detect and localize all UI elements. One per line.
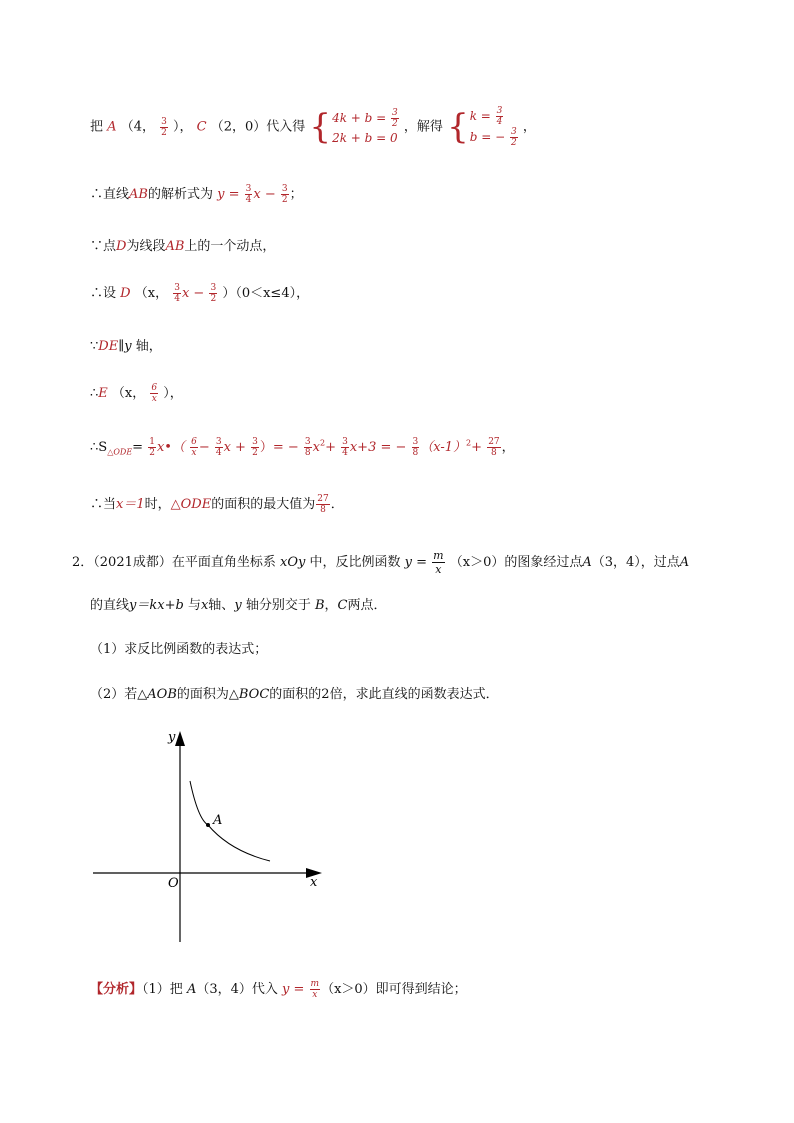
text: ∴设 bbox=[90, 286, 117, 301]
fraction: $\frac{3}{2}$ bbox=[210, 283, 217, 304]
text: ）（0＜x≤4）， bbox=[222, 286, 310, 301]
fraction: $\frac{6}{x}$ bbox=[151, 383, 158, 404]
text: 轴、 bbox=[208, 598, 235, 613]
text: 的面积的2倍，求此直线的函数表达式． bbox=[269, 687, 499, 702]
expr: x+3 = − bbox=[349, 440, 407, 455]
fraction: $\frac{6}{x}$ bbox=[191, 437, 197, 458]
fraction: $\frac{27}{8}$ bbox=[488, 437, 500, 458]
expr: x＝1 bbox=[116, 497, 145, 512]
text: （x＞0）的图象经过点 bbox=[449, 555, 583, 570]
line-label: AB bbox=[165, 239, 185, 254]
text: = bbox=[132, 440, 144, 455]
coordinate-system: xOy bbox=[280, 555, 306, 570]
curve bbox=[190, 781, 270, 861]
text: 与 bbox=[187, 598, 201, 613]
expr: + bbox=[325, 440, 336, 455]
text: 把 bbox=[90, 119, 104, 135]
text: ∵点 bbox=[90, 239, 117, 254]
origin-label: O bbox=[168, 876, 179, 891]
text: 中，反比例函数 bbox=[309, 555, 401, 570]
superscript: 2 bbox=[466, 438, 472, 448]
expr: （x-1） bbox=[420, 440, 467, 455]
text: ， bbox=[501, 440, 515, 455]
fraction: $\frac{3}{4}$ bbox=[342, 437, 348, 458]
expr: x bbox=[200, 598, 209, 613]
question-2-line-1 bbox=[72, 549, 689, 576]
expr: + bbox=[471, 440, 483, 455]
fraction: $\frac{3}{4}$ bbox=[174, 283, 180, 304]
text: （2）若△ bbox=[90, 687, 148, 702]
solution-line-6 bbox=[90, 382, 183, 404]
x-axis-label: x bbox=[310, 875, 318, 890]
triangle-label: △ODE bbox=[170, 497, 212, 512]
solution-line-8 bbox=[90, 493, 344, 515]
expr: y bbox=[234, 598, 242, 613]
text: （4， bbox=[120, 119, 155, 135]
text: ，解得 bbox=[403, 119, 443, 135]
triangle-label: AOB bbox=[147, 687, 177, 702]
point-label: D bbox=[120, 286, 131, 301]
solution-line-7 bbox=[90, 436, 515, 458]
fraction: $\frac{3}{4}$ bbox=[215, 437, 222, 458]
question-number: 2． bbox=[72, 555, 94, 570]
text: ∴当 bbox=[90, 497, 117, 512]
fraction: $\frac{m}{x}$ bbox=[310, 979, 320, 1000]
text: 的直线 bbox=[90, 598, 130, 613]
text: （x， bbox=[111, 386, 146, 401]
text: ∥y bbox=[118, 339, 132, 354]
text: 轴分别交于 bbox=[245, 598, 311, 613]
point-label: B bbox=[314, 598, 325, 613]
expr: ）= − bbox=[259, 440, 299, 455]
text: （1）把 bbox=[142, 982, 183, 997]
fraction: $\frac{3}{8}$ bbox=[304, 437, 311, 458]
expr: y = bbox=[217, 187, 240, 202]
text: ）， bbox=[172, 119, 193, 135]
text: 轴， bbox=[135, 339, 162, 354]
question-2-sub-1 bbox=[90, 638, 267, 657]
point-a bbox=[206, 823, 210, 827]
question-2-line-2 bbox=[90, 594, 387, 613]
fraction: $\frac{3}{2}$ bbox=[161, 116, 167, 138]
point-label: C bbox=[196, 119, 207, 135]
text: ， bbox=[522, 119, 536, 135]
text: （2，0）代入得 bbox=[210, 119, 306, 135]
line-label: AB bbox=[129, 187, 148, 202]
solution-line-3 bbox=[90, 235, 275, 254]
text: ∴S bbox=[90, 440, 108, 455]
solution-line-4 bbox=[90, 282, 309, 304]
triangle-label: BOC bbox=[238, 687, 270, 702]
text: （2021成都）在平面直角坐标系 bbox=[93, 555, 276, 570]
expr: x − bbox=[181, 286, 205, 301]
text: ）， bbox=[163, 386, 183, 401]
text: 时， bbox=[144, 497, 171, 512]
text: ； bbox=[289, 187, 303, 202]
solution-system: { k = $\frac{3}{4}$ b = − $\frac{3}{2}$ bbox=[447, 106, 517, 148]
point-label: C bbox=[337, 598, 348, 613]
text: ． bbox=[330, 497, 344, 512]
point-a-label: A bbox=[213, 813, 223, 828]
solution-line-1 bbox=[90, 106, 536, 148]
inverse-function-graph bbox=[90, 726, 340, 946]
expr: x bbox=[312, 440, 320, 455]
text: （x＞0）即可得到结论； bbox=[321, 982, 467, 997]
text: ， bbox=[324, 598, 338, 613]
expr: − bbox=[198, 440, 210, 455]
analysis-tag: 【分析】 bbox=[90, 982, 143, 997]
superscript: 2 bbox=[319, 438, 326, 448]
text: （3，4）代入 bbox=[196, 982, 278, 997]
point-label: E bbox=[98, 386, 108, 401]
segment-label: DE bbox=[98, 339, 119, 354]
fraction: $\frac{3}{2}$ bbox=[252, 437, 258, 458]
solution-line-2 bbox=[90, 183, 303, 205]
point-label: A bbox=[679, 555, 690, 570]
text: （3，4），过点 bbox=[591, 555, 680, 570]
fraction: $\frac{m}{x}$ bbox=[433, 549, 444, 576]
text: ∴ bbox=[90, 386, 99, 401]
text: 的面积的最大值为 bbox=[211, 497, 316, 512]
expr: y = bbox=[404, 555, 428, 570]
fraction: $\frac{3}{8}$ bbox=[412, 437, 419, 458]
text: 上的一个动点， bbox=[184, 239, 276, 254]
analysis-line bbox=[90, 978, 467, 1000]
point-label: A bbox=[186, 982, 197, 997]
subscript: △ODE bbox=[107, 447, 133, 457]
text: （x， bbox=[134, 286, 169, 301]
expr: x − bbox=[253, 187, 276, 202]
y-axis-arrow-icon bbox=[175, 731, 185, 746]
question-2-sub-2 bbox=[90, 683, 499, 702]
fraction: $\frac{1}{2}$ bbox=[149, 437, 155, 458]
text: 的面积为△ bbox=[176, 687, 239, 702]
text: ∵ bbox=[90, 339, 99, 354]
y-axis-label: y bbox=[168, 730, 176, 745]
fraction: $\frac{3}{2}$ bbox=[281, 184, 288, 205]
fraction: $\frac{3}{4}$ bbox=[245, 184, 252, 205]
solution-line-5 bbox=[90, 335, 162, 354]
expr: x•（ bbox=[156, 440, 185, 455]
text: ∴直线 bbox=[90, 187, 130, 202]
expr: x + bbox=[223, 440, 246, 455]
point-label: A bbox=[107, 119, 117, 135]
point-label: D bbox=[116, 239, 127, 254]
text: 两点． bbox=[347, 598, 387, 613]
expr: y＝kx+b bbox=[129, 598, 184, 613]
text: 的解析式为 bbox=[147, 187, 213, 202]
fraction: $\frac{27}{8}$ bbox=[317, 494, 329, 515]
text: （1）求反比例函数的表达式； bbox=[90, 642, 268, 657]
expr: y = bbox=[282, 982, 305, 997]
equation-system: { 4k + b = $\frac{3}{2}$ 2k + b = 0 bbox=[309, 107, 398, 147]
point-label: A bbox=[582, 555, 592, 570]
text: 为线段 bbox=[126, 239, 166, 254]
